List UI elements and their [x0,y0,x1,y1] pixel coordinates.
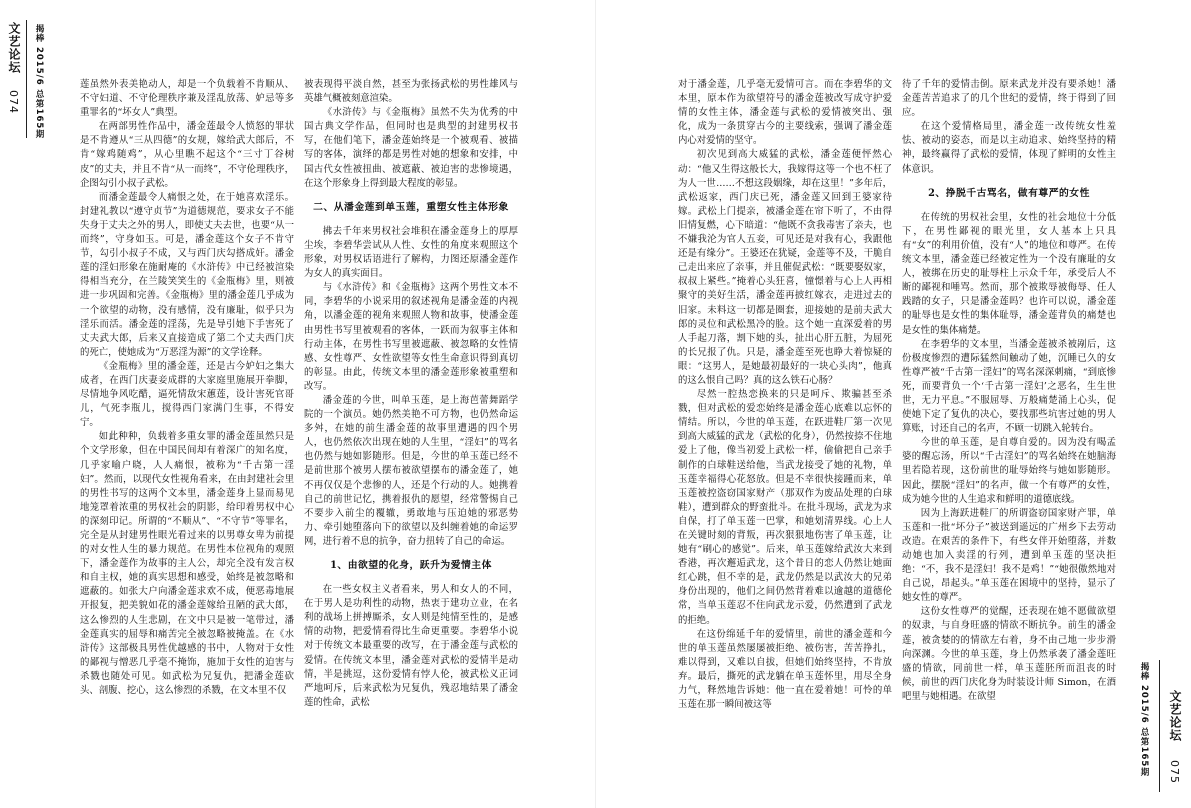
right-page-margin [1121,0,1191,808]
right-margin-rule [1159,660,1160,792]
text-column-3 [678,78,892,790]
issue-info-right: 揭棒 2015/6 总第165期 [1139,662,1149,777]
paragraph: 初次见到高大威猛的武松，潘金莲便怦然心动：“他又生得这般长大，我嫁得这等一个也不枉了为人一世……不想这段姻缘，却在这里！”多年后，武松返家，西门庆已死，潘金莲又回到王婆家待嫁。武松上门提亲，被潘金莲在帘下听了，不由得旧情复燃，心下暗道：“他既不贪我毒害了亲夫，也不嫌我沦为官人五妾，可见还是对我有心，我跟他还是有缘分”。王婆还在犹疑，金莲等不及，干脆自己走出来应了亲事，并且催促武松：“既要娶奴家，叔叔上紧些。”掩着心头狂喜，憧憬着与心上人再相聚守的美好生活，潘金莲再披红嫁衣，走进过去的旧家。未料这一切都是圈套，迎接她的是前夫武大郎的灵位和武松黑冷的脸。这个她一直深爱着的男人手起刀落，割下她的头，扯出心肝五脏，为屈死的长兄报了仇。只是，潘金莲至死也睁大着惊疑的眼：“这男人，是她最初最好的一块心头肉”，他真的这么恨自己吗？真的这么铁石心肠？ [678,149,892,386]
section-heading: 二、从潘金莲到单玉莲，重塑女性主体形象 [313,201,509,213]
paragraph: 拂去千年来男权社会堆积在潘金莲身上的厚厚尘埃，李碧华尝试从人性、女性的角度来观照这个形象，对男权话语进行了解构，力图还原潘金莲作为女人的真实面目。 [304,225,518,280]
paragraph: 与《水浒传》和《金瓶梅》这两个男性文本不同，李碧华的小说采用的叙述视角是潘金莲的内视角，以潘金莲的视角来观照人物和故事，使潘金莲由男性书写里被观看的客体，一跃而为叙事主体和行动主体，在男性书写里被遮蔽、被忽略的女性情感、女性尊严、女性欲望等女性生命意识得到真切的彰显。由此，传统文本里的潘金莲形象被重塑和改写。 [304,282,518,392]
paragraph: 在一些女权主义者看来，男人和女人的不同，在于男人是功利性的动物，热衷于建功立业，在名利的战场上拼搏厮杀，女人则是纯情至性的，是感情的动物，把爱情看得比生命更重要。李碧华小说对于传统文本最重要的改写，在于潘金莲与武松的爱情。在传统文本里，潘金莲对武松的爱情半是动情，半是挑逗，这份爱情有悖人伦，被武松义正词严地呵斥，后来武松为兄复仇，残忍地结果了潘金莲的性命，武松 [304,584,518,708]
paragraph: 对于潘金莲，几乎毫无爱情可言。而在李碧华的文本里，原本作为欲望符号的潘金莲被改写成守护爱情的女性主体，潘金莲与武松的爱情被突出、强化，成为一条贯穿古今的主要线索，强调了潘金莲内心对爱情的坚守。 [678,79,892,147]
section-heading: 2、挣脱千古骂名，做有尊严的女性 [928,187,1090,199]
text-column-1 [80,78,294,790]
paragraph: 如此种种，负载着多重女罪的潘金莲虽然只是个文学形象，但在中国民间却有着深广的知名度，几乎家喻户晓，人人痛恨，被称为“千古第一淫妇”。然而，以现代女性视角看来，在由封建社会里的男性书写的这两个文本里，潘金莲身上显而易见地笼罩着浓重的男权社会的阴影，给印着男权中心的深刻印记。所谓的“不顺从”、“不守节”等罪名，完全是从封建男性眼光看过来的以男尊女卑为前提的对女性人生的暴力规范。在男性本位视角的观照下，潘金莲作为故事的主人公，却完全没有发言权和自主权，她的真实思想和感受，始终是被忽略和遮蔽的。如张大户向潘金莲求欢不成，便恶毒地展开报复，把美貌如花的潘金莲嫁给丑陋的武大郎，这么惨烈的人生悲剧，在文中只是被一笔带过，潘金莲真实的屈辱和痛苦完全被忽略被掩盖。在《水浒传》这部极具男性优越感的书中，人物对于女性的鄙视与憎恶几乎毫不掩饰，施加于女性的迫害与杀戮也随处可见。如武松为兄复仇，把潘金莲砍头、剖腹、挖心，这么惨烈的杀戮，在文本里不仅 [80,431,294,697]
left-margin-rule [26,20,27,138]
paragraph: 在这份绵延千年的爱情里，前世的潘金莲和今世的单玉莲虽然屡屡被拒绝、被伤害，苦苦挣扎，难以得到，又难以自拔，但她们始终坚持，不肯放弃。最后，撕死的武龙躺在单玉莲怀里，用尽全身力气，释然地告诉她：他一直在爱着她！可怜的单玉莲在那一瞬间被这等 [678,628,892,711]
paragraph: 在李碧华的文本里，当潘金莲被杀被剐后，这份极度惨烈的遭际猛然间触动了她，沉睡已久的女性尊严被“千古第一淫妇”的骂名深深刺痛，“到底惨死，而要背负一个‘千古第一淫妇’之恶名，生生世世，无力平息。”不服屈辱、万般痛楚涌上心头，促使她下定了复仇的决心，要找那些坑害过她的男人算账，讨还自己的名声，不顾一切跳入轮转台。 [902,338,1116,435]
paragraph: 待了千年的爱情击倒。原来武龙并没有要杀她！潘金莲苦苦追求了的几个世纪的爱情，终于得到了回应。 [902,79,1116,119]
magazine-title-right: 文艺论坛 [1168,690,1182,742]
paragraph: 《水浒传》与《金瓶梅》虽然不失为优秀的中国古典文学作品，但同时也是典型的封建男权书写，在他们笔下，潘金莲始终是一个被观看、被描写的客体，演绎的都是男性对她的想象和安排，中国古代女性被扭曲、被遮蔽、被迫害的悲惨境遇，在这个形象身上得到最大程度的彰显。 [304,107,518,189]
section-heading: 1、由欲望的化身，跃升为爱情主体 [330,560,492,571]
left-page-margin [0,0,70,808]
issue-info-left: 揭棒 2015/6 总第165期 [34,24,44,139]
paragraph: 而潘金莲最令人痛恨之处，在于她喜欢淫乐。封建礼教以“遵守贞节”为道德规范，要求女子不能失身于丈夫之外的男人，即使丈夫去世，也要“从一而终”，守身如玉。可是，潘金莲这个女子不肯守节，勾引小叔子不成，又与西门庆勾搭成奸。潘金莲的淫妇形象在施耐庵的《水浒传》中已经被渲染得相当充分，在兰陵笑笑生的《金瓶梅》里，则被进一步巩固和完善。《金瓶梅》里的潘金莲几乎成为一个欲望的动物，没有感情，没有廉耻，似乎只为淫乐而活。潘金莲的淫荡，先是导引她下手害死了丈夫武大郎，后来又直接造成了第二个丈夫西门庆的死亡，使她成为“万恶淫为源”的文学诠释。 [80,191,294,358]
paragraph: 莲虽然外表美艳动人，却是一个负载着不肯顺从、不守妇道、不守伦理秩序兼及淫乱放荡、妒忌等多重罪名的“坏女人”典型。 [80,79,294,119]
paragraph: 潘金莲的今世，叫单玉莲，是上海芭蕾舞蹈学院的一个演员。她仍然美艳不可方物，也仍然命运多舛，在她的前生潘金莲的故事里遭遇的四个男人，也仍然依次出现在她的人生里，“淫妇”的骂名也仍然与她如影随形。但是，今世的单玉莲已经不是前世那个被男人摆布被欲望摆布的潘金莲了，她不再仅仅是个悲惨的人，还是个行动的人。她携着自己的前世记忆，携着报仇的愿望，经常警惕自己不要步入前尘的覆辙，勇敢地与压迫她的邪恶势力、牵引她堕落向下的欲望以及纠缠着她的命运罗网，进行着不息的抗争，奋力扭转了自己的命运。 [304,394,518,547]
text-column-2 [304,78,518,790]
paragraph: 这份女性尊严的觉醒，还表现在她不愿做欲望的奴隶，与自身旺盛的情欲不断抗争。前生的潘金莲，被贪婪的的情欲左右着，身不由己地一步步滑向深渊。今世的单玉莲，身上仍然承袭了潘金莲旺盛的情欲，同前世一样，单玉莲胚所而沮丧的时候，前世的西门庆化身为时装设计师 Simon，在酒吧里与她相遇。在欲望 [902,606,1116,702]
paragraph: 在传统的男权社会里，女性的社会地位十分低下，在男性鄙视的眼光里，女人基本上只具有“女”的利用价值，没有“人”的地位和尊严。在传统文本里，潘金莲已经被定性为一个没有廉耻的女人，被绑在历史的耻辱柱上示众千年，承受后人不断的鄙视和唾骂。然而，那个被欺辱被侮辱、任人践踏的女子，只是潘金莲吗？也许可以说，潘金莲的耻辱也是女性的集体耻辱，潘金莲背负的痛楚也是女性的集体痛楚。 [902,211,1116,336]
paragraph: 在两部男性作品中，潘金莲最令人愤怒的罪状是不肯遵从“三从四德”的女规，嫁给武大郎后，不肯“嫁鸡随鸡”，从心里瞧不起这个“三寸丁谷树皮”的丈夫，并且不肯“从一而终”，不守伦理秩序，企图勾引小叔子武松。 [80,121,294,189]
page-gutter [595,0,596,808]
page-number-right: 075 [1168,760,1181,784]
paragraph: 今世的单玉莲，是自尊自爱的。因为没有喝孟婆的醒忘汤，所以“千古淫妇”的骂名始终在她脑海里若隐若现，这份前世的耻辱始终与她如影随形。因此，摆脱“淫妇”的名声，做一个有尊严的女性，成为她今世的人生追求和鲜明的道德底线。 [902,437,1116,505]
paragraph: 因为上海跃进鞋厂的所谓盗窃国家财产罪，单玉莲和一批“坏分子”被送到遥远的广州乡下去劳动改造。在艰苦的条件下，有些女伴开始堕落，并数动她也加入卖淫的行列，遭到单玉莲的坚决拒绝：“不，我不是淫妇！我不是鸡！”“她很傲然地对自己说，昂起头。”单玉莲在困境中的坚持，显示了她女性的尊严。 [902,507,1116,604]
paragraph: 在这个爱情格局里，潘金莲一改传统女性羞怯、被动的姿态，而是以主动追求、始终坚持的精神，最终赢得了武松的爱情，体现了鲜明的女性主体意识。 [902,121,1116,175]
paragraph: 《金瓶梅》里的潘金莲，还是古今妒妇之集大成者，在西门庆妻妾成群的大家庭里施展开拳脚，尽情地争风吃醋，逼死情敌宋蕙莲，设计害死官哥儿，气死李瓶儿，搅得西门家满门生事，不得安宁。 [80,360,294,429]
paragraph: 被表现得平淡自然，甚至为张扬武松的男性雄风与英雄气概被刻意渲染。 [304,79,518,105]
text-column-4 [902,78,1116,790]
magazine-title-left: 文艺论坛 [7,22,21,74]
paragraph: 尽然一腔热恋换来的只是呵斥、欺骗甚至杀戮，但对武松的爱恋始终是潘金莲心底难以忘怀的情结。所以，今世的单玉莲，在跃进鞋厂第一次见到高大威猛的武龙（武松的化身），仍然按捺不住地爱上了他，像当初爱上武松一样，偷偷把自己亲手制作的白球鞋送给他，当武龙接受了她的礼物，单玉莲幸福得心花怒放。但是不幸很快接踵而来，单玉莲被控盗窃国家财产（那双作为废品处理的白球鞋），遭到群众的野蛮批斗。在批斗现场，武龙为求自保，打了单玉莲一巴掌，和她划清界线。心上人在关键时刻的背叛，再次狠狠地伤害了单玉莲，让她有“刷心的感觉”。后来，单玉莲嫁给武汝大来到香港，再次邂逅武龙，这个昔日的恋人仍然让她面红心跳，但不幸的是，武龙仍然是以武汝大的兄弟身份出现的，他们之间仍然背着难以逾越的道德伦常，当单玉莲忍不住向武龙示爱，仍然遭到了武龙的拒绝。 [678,389,892,626]
page-number-left: 074 [7,90,20,114]
